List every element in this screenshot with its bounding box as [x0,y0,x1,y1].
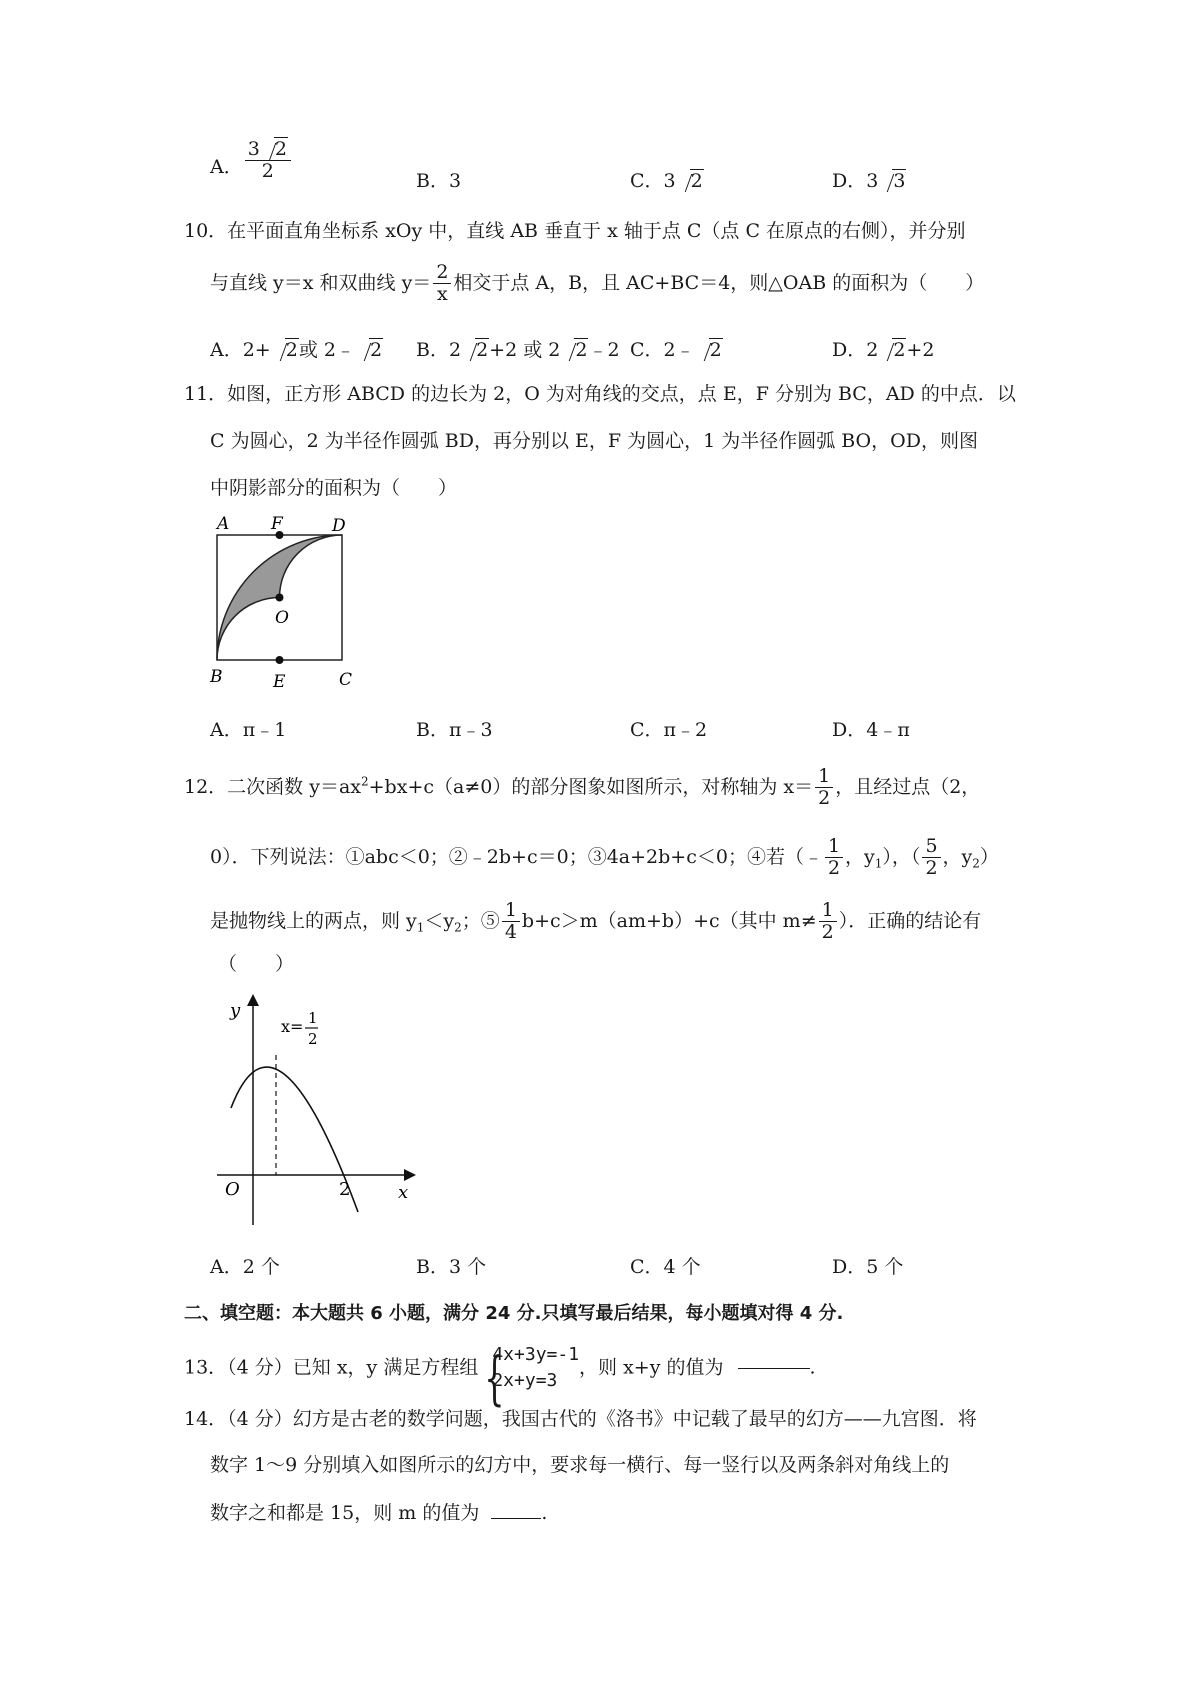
q12-option-d: D．5 个 [832,1256,904,1278]
numerator: 1 [502,900,520,922]
sqrt [560,339,588,361]
q11-line1: 11．如图，正方形 ABCD 的边长为 2，O 为对角线的交点，点 E，F 分别为 BC，AD 的中点．以 [184,383,1016,405]
q11-option-c: C．π﹣2 [630,719,708,741]
option-label: C．3 [630,170,676,192]
text: ）．正确的结论有 [838,909,982,932]
symmetry-denominator: 2 [308,1030,318,1048]
denominator: 2 [821,920,834,943]
sqrt [271,339,299,361]
sqrt [260,139,288,160]
superscript: 2 [361,774,369,789]
denominator: 2 [261,160,274,183]
answer-blank[interactable] [738,1368,810,1369]
text: ，y [942,845,973,868]
subscript: 1 [416,920,425,935]
radicand: 2 [575,339,588,361]
fraction [433,262,451,306]
fraction [819,900,837,944]
denominator: 2 [925,856,938,879]
text: ；⑤ [461,909,500,932]
symmetry-numerator: 1 [308,1009,318,1027]
sqrt [878,170,906,192]
text: 是抛物线上的两点，则 y [210,909,417,932]
q10-option-a [210,335,383,362]
text: 或 2﹣ [298,339,355,361]
q10-option-c [630,335,723,362]
label-e: E [273,672,286,692]
radicand: 2 [709,339,722,361]
text: 数字之和都是 15，则 m 的值为 [210,1502,480,1524]
subscript: 1 [874,856,883,871]
radicand: 2 [369,339,383,361]
q10-line1: 10．在平面直角坐标系 xOy 中，直线 AB 垂直于 x 轴于点 C（点 C 在原点的右侧），并分别 [184,220,966,242]
equation-1: { 4x+3y=-1 [492,1344,580,1365]
label-d: D [332,516,346,536]
label-b: B [210,667,223,687]
numerator: 1 [819,900,837,922]
text: b+c＞m（am+b）+c（其中 m≠ [521,909,817,932]
y-label: y [230,1000,241,1021]
section-heading: 二、填空题：本大题共 6 小题，满分 24 分.只填写最后结果，每小题填对得 4 分. [184,1303,844,1324]
sqrt [695,339,723,361]
tick-label-2: 2 [339,1179,351,1200]
text: ，且经过点（2， [835,775,981,798]
fraction [815,766,833,810]
radicand: 2 [274,138,287,161]
q12-line1 [184,766,980,810]
sqrt [676,170,704,192]
text: +2 [906,339,935,361]
text: +bx+c（a≠0）的部分图象如图所示，对称轴为 x＝ [368,775,814,798]
answer-blank[interactable] [491,1518,541,1519]
fraction [825,836,843,880]
radicand: 2 [285,339,298,361]
label-a: A [217,514,230,534]
q12-parabola-graph [205,990,420,1230]
q12-option-b: B．3 个 [416,1256,487,1278]
denominator: 2 [818,786,831,809]
radicand: 3 [893,170,906,192]
text: . [809,1356,816,1379]
subscript: 2 [454,920,462,935]
q13 [184,1342,816,1394]
denominator: 2 [827,856,841,879]
q12-line3 [210,900,981,944]
point-e [276,656,284,664]
q9-option-b: B．3 [416,170,462,192]
numerator: 3 [247,138,260,161]
q12-option-c: C．4 个 [630,1256,701,1278]
radicand: 2 [690,170,703,192]
text: C．2﹣ [630,339,695,361]
x-label: x [398,1182,409,1203]
numerator: 1 [825,836,843,858]
fraction [502,900,520,944]
text: ，则 x+y 的值为 [579,1356,724,1379]
text: ﹣2 [588,339,620,361]
q11-square-figure [205,510,365,700]
q14-line3 [210,1504,547,1523]
subscript: 2 [972,856,980,871]
text: 与直线 y＝x 和双曲线 y＝ [210,271,432,294]
text: 12．二次函数 y＝ax [184,775,361,798]
q10-option-b [416,335,620,362]
q10-line2 [210,262,984,306]
sqrt [878,339,906,361]
q9-option-a [210,138,293,183]
q12-option-a: A．2 个 [210,1256,280,1278]
q11-option-a: A．π﹣1 [210,719,287,741]
sqrt [355,339,383,361]
denominator: x [437,282,448,305]
fraction [922,836,940,880]
origin-label: O [225,1179,240,1200]
text: 0）．下列说法：①abc＜0；②﹣2b+c＝0；③4a+2b+c＜0；④若（﹣ [210,845,823,868]
numerator: 2 [433,262,451,284]
radicand: 2 [476,339,489,361]
label-o: O [275,608,289,628]
text: 13．（4 分）已知 x，y 满足方程组 [184,1356,479,1379]
numerator: 5 [922,836,940,858]
text: B．2 [416,339,462,361]
radicand: 2 [893,339,906,361]
text: ） [979,845,999,868]
denominator: 4 [504,920,517,943]
q11-line3: 中阴影部分的面积为（ ） [210,477,458,499]
equation-2: 2x+y=3 [492,1370,558,1392]
symmetry-label: x= [281,1017,304,1036]
text: D．2 [832,339,879,361]
numerator: 1 [815,766,833,788]
text: +2 或 2 [489,339,561,361]
fraction [245,139,291,183]
q14-line1: 14．（4 分）幻方是古老的数学问题，我国古代的《洛书》中记载了最早的幻方——九宫图．将 [184,1408,977,1430]
q9-option-c [630,166,704,193]
q12-line4: （ ） [218,953,295,975]
sqrt [461,339,489,361]
text: 相交于点 A，B，且 AC+BC＝4，则△OAB 的面积为（ ） [453,271,985,294]
label-f: F [271,514,283,534]
text: A．2+ [210,339,271,361]
label-c: C [339,670,353,690]
option-label: D．3 [832,170,879,192]
q12-line2 [210,836,999,880]
text: ＜y [424,909,455,932]
q14-line2: 数字 1～9 分别填入如图所示的幻方中，要求每一横行、每一竖行以及两条斜对角线上的 [210,1454,950,1476]
q11-line2: C 为圆心，2 为半径作圆弧 BD，再分别以 E，F 为圆心，1 为半径作圆弧 BO，OD，则图 [210,430,978,452]
text: ，y [845,845,875,868]
equation-system [478,1342,579,1394]
q11-option-b: B．π﹣3 [416,719,493,741]
text: . [541,1502,548,1524]
point-o [276,594,284,602]
option-label: A． [210,156,243,178]
text: ），（ [882,845,921,868]
q9-option-d [832,166,906,193]
q11-option-d: D．4﹣π [832,719,910,741]
q10-option-d [832,335,934,362]
